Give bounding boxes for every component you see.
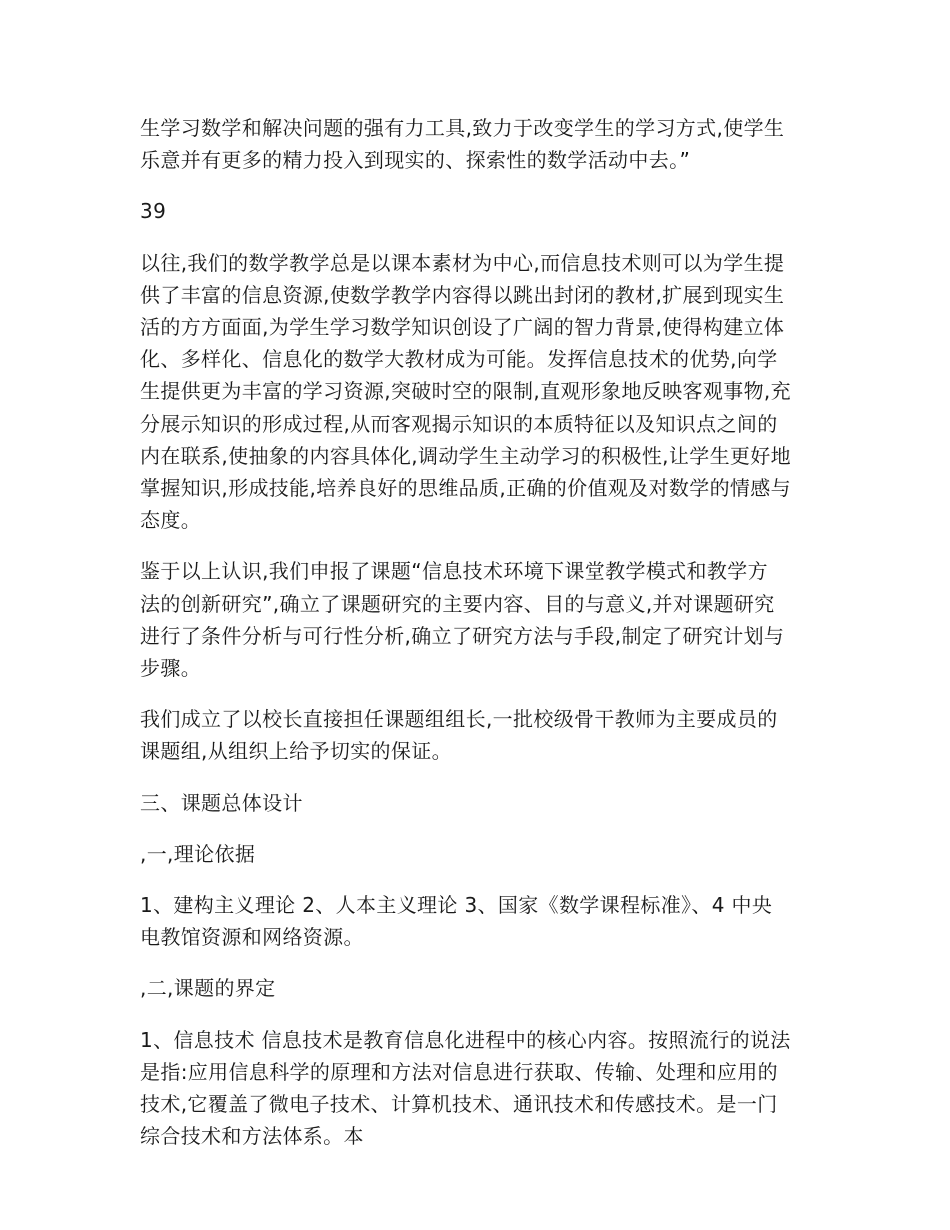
- text-line: 活的方方面面,为学生学习数学知识创设了广阔的智力背景,使得构建立体: [140, 315, 785, 340]
- paragraph-information-technology-role: [140, 247, 815, 537]
- text-line: 是指:应用信息科学的原理和方法对信息进行获取、传输、处理和应用的: [140, 1059, 778, 1084]
- text-line: 1、信息技术 信息技术是教育信息化进程中的核心内容。按照流行的说法: [140, 1027, 791, 1052]
- document-body: [140, 112, 815, 1171]
- text-line: 分展示知识的形成过程,从而客观揭示知识的本质特征以及知识点之间的: [140, 411, 778, 436]
- text-line: 课题组,从组织上给予切实的保证。: [140, 739, 452, 764]
- paragraph-intro-continued: [140, 112, 815, 176]
- text-line: 鉴于以上认识,我们申报了课题“信息技术环境下课堂教学模式和教学方: [140, 559, 768, 584]
- text-line: 技术,它覆盖了微电子技术、计算机技术、通讯技术和传感技术。是一门: [140, 1092, 778, 1117]
- page-number: [140, 195, 815, 227]
- text-line: 综合技术和方法体系。本: [140, 1124, 364, 1149]
- text-line: 39: [140, 199, 167, 224]
- paragraph-project-team: [140, 703, 815, 767]
- text-line: 电教馆资源和网络资源。: [140, 925, 364, 950]
- text-line: 我们成立了以校长直接担任课题组组长,一批校级骨干教师为主要成员的: [140, 707, 778, 732]
- text-line: 生学习数学和解决问题的强有力工具,致力于改变学生的学习方式,使学生: [140, 116, 785, 140]
- text-line: ,二,课题的界定: [140, 976, 276, 1001]
- text-line: 化、多样化、信息化的数学大教材成为可能。发挥信息技术的优势,向学: [140, 347, 778, 372]
- text-line: 法的创新研究”,确立了课题研究的主要内容、目的与意义,并对课题研究: [140, 591, 775, 616]
- text-line: ,一,理论依据: [140, 841, 256, 866]
- text-line: 以往,我们的数学教学总是以课本素材为中心,而信息技术则可以为学生提: [140, 250, 785, 275]
- text-line: 1、建构主义理论 2、人本主义理论 3、国家《数学课程标准》、4 中央: [140, 893, 773, 918]
- text-line: 生提供更为丰富的学习资源,突破时空的限制,直观形象地反映客观事物,充: [140, 379, 791, 404]
- paragraph-it-definition: [140, 1024, 815, 1153]
- paragraph-project-application: [140, 555, 815, 684]
- paragraph-theory-list: [140, 889, 815, 953]
- section-heading-overall-design: [140, 787, 815, 819]
- text-line: 三、课题总体设计: [140, 790, 303, 815]
- subsection-heading-theory-basis: [140, 838, 815, 870]
- subsection-heading-definition: [140, 972, 815, 1004]
- text-line: 供了丰富的信息资源,使数学教学内容得以跳出封闭的教材,扩展到现实生: [140, 282, 785, 307]
- text-line: 内在联系,使抽象的内容具体化,调动学生主动学习的积极性,让学生更好地: [140, 443, 791, 468]
- text-line: 乐意并有更多的精力投入到现实的、探索性的数学活动中去。”: [140, 148, 691, 173]
- text-line: 态度。: [140, 508, 202, 533]
- text-line: 掌握知识,形成技能,培养良好的思维品质,正确的价值观及对数学的情感与: [140, 476, 791, 501]
- text-line: 步骤。: [140, 656, 202, 681]
- text-line: 进行了条件分析与可行性分析,确立了研究方法与手段,制定了研究计划与: [140, 623, 785, 648]
